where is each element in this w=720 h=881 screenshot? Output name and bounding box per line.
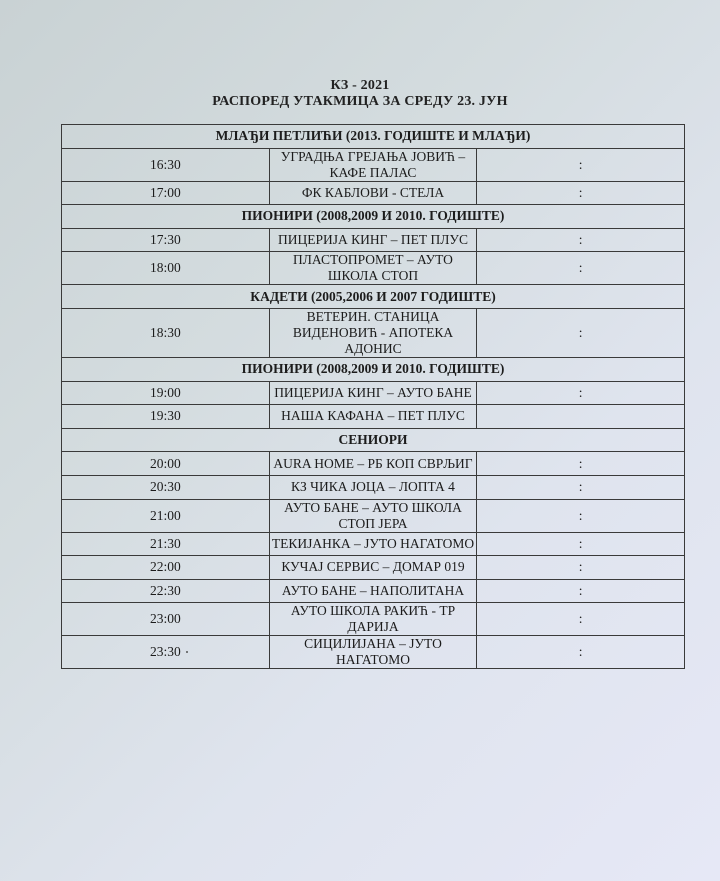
match-teams: AURA HOME – РБ КОП СВРЉИГ	[269, 452, 477, 476]
match-row	[62, 228, 685, 252]
match-time: 21:00	[62, 499, 270, 532]
match-time: 16:30	[62, 148, 270, 181]
match-row	[62, 252, 685, 285]
section-header-row	[62, 357, 685, 381]
section-label: МЛАЂИ ПЕТЛИЋИ (2013. ГОДИШТЕ И МЛАЂИ)	[62, 125, 685, 149]
match-score: :	[477, 181, 685, 205]
match-teams: ТЕКИЈАНКА – ЈУТО НАГАТОМО	[269, 532, 477, 556]
section-label: КАДЕТИ (2005,2006 И 2007 ГОДИШТЕ)	[62, 285, 685, 309]
section-label: ПИОНИРИ (2008,2009 И 2010. ГОДИШТЕ)	[62, 357, 685, 381]
section-header-row	[62, 205, 685, 229]
match-row	[62, 532, 685, 556]
match-time: 20:30	[62, 475, 270, 499]
match-time: 20:00	[62, 452, 270, 476]
match-teams: АУТО БАНЕ – АУТО ШКОЛА СТОП ЈЕРА	[269, 499, 477, 532]
section-label: ПИОНИРИ (2008,2009 И 2010. ГОДИШТЕ)	[62, 205, 685, 229]
schedule-table-body	[62, 125, 685, 669]
match-teams: КЗ ЧИКА ЈОЦА – ЛОПТА 4	[269, 475, 477, 499]
match-teams: ВЕТЕРИН. СТАНИЦА ВИДЕНОВИЋ - АПОТЕКА АДОНИС	[269, 308, 477, 357]
match-score: :	[477, 308, 685, 357]
match-score: :	[477, 252, 685, 285]
match-row	[62, 475, 685, 499]
schedule-table	[61, 124, 685, 669]
match-teams: КУЧАЈ СЕРВИС – ДОМАР 019	[269, 556, 477, 580]
match-row	[62, 603, 685, 636]
match-time: 22:00	[62, 556, 270, 580]
match-score: :	[477, 499, 685, 532]
section-header-row	[62, 125, 685, 149]
paper-speck	[186, 651, 188, 653]
match-row	[62, 308, 685, 357]
match-row	[62, 579, 685, 603]
match-score: :	[477, 452, 685, 476]
match-row	[62, 556, 685, 580]
match-time: 23:30	[62, 636, 270, 669]
document-title: КЗ - 2021	[330, 78, 390, 93]
match-score: :	[477, 228, 685, 252]
match-row	[62, 148, 685, 181]
match-teams: СИЦИЛИЈАНА – ЈУТО НАГАТОМО	[269, 636, 477, 669]
match-time: 17:00	[62, 181, 270, 205]
match-row	[62, 405, 685, 429]
match-score	[477, 405, 685, 429]
match-row	[62, 452, 685, 476]
match-score: :	[477, 532, 685, 556]
match-time: 19:30	[62, 405, 270, 429]
match-time: 17:30	[62, 228, 270, 252]
section-header-row	[62, 285, 685, 309]
match-score: :	[477, 381, 685, 405]
match-teams: ФК КАБЛОВИ - СТЕЛА	[269, 181, 477, 205]
match-teams: АУТО БАНЕ – НАПОЛИТАНА	[269, 579, 477, 603]
match-score: :	[477, 556, 685, 580]
match-score: :	[477, 475, 685, 499]
match-score: :	[477, 148, 685, 181]
match-time: 18:00	[62, 252, 270, 285]
section-header-row	[62, 428, 685, 452]
match-time: 22:30	[62, 579, 270, 603]
match-row	[62, 499, 685, 532]
match-teams: ПИЦЕРИЈА КИНГ – ПЕТ ПЛУС	[269, 228, 477, 252]
match-teams: ПЛАСТОПРОМЕТ – АУТО ШКОЛА СТОП	[269, 252, 477, 285]
match-time: 23:00	[62, 603, 270, 636]
match-teams: УГРАДЊА ГРЕЈАЊА ЈОВИЋ – КАФЕ ПАЛАС	[269, 148, 477, 181]
document-subtitle: РАСПОРЕД УТАКМИЦА ЗА СРЕДУ 23. ЈУН	[212, 94, 508, 109]
match-score: :	[477, 636, 685, 669]
section-label: СЕНИОРИ	[62, 428, 685, 452]
match-teams: ПИЦЕРИЈА КИНГ – АУТО БАНЕ	[269, 381, 477, 405]
match-teams: НАША КАФАНА – ПЕТ ПЛУС	[269, 405, 477, 429]
match-row	[62, 181, 685, 205]
match-row	[62, 636, 685, 669]
match-score: :	[477, 603, 685, 636]
match-row	[62, 381, 685, 405]
match-time: 19:00	[62, 381, 270, 405]
match-time: 18:30	[62, 308, 270, 357]
match-time: 21:30	[62, 532, 270, 556]
match-score: :	[477, 579, 685, 603]
match-teams: АУТО ШКОЛА РАКИЋ - ТР ДАРИЈА	[269, 603, 477, 636]
